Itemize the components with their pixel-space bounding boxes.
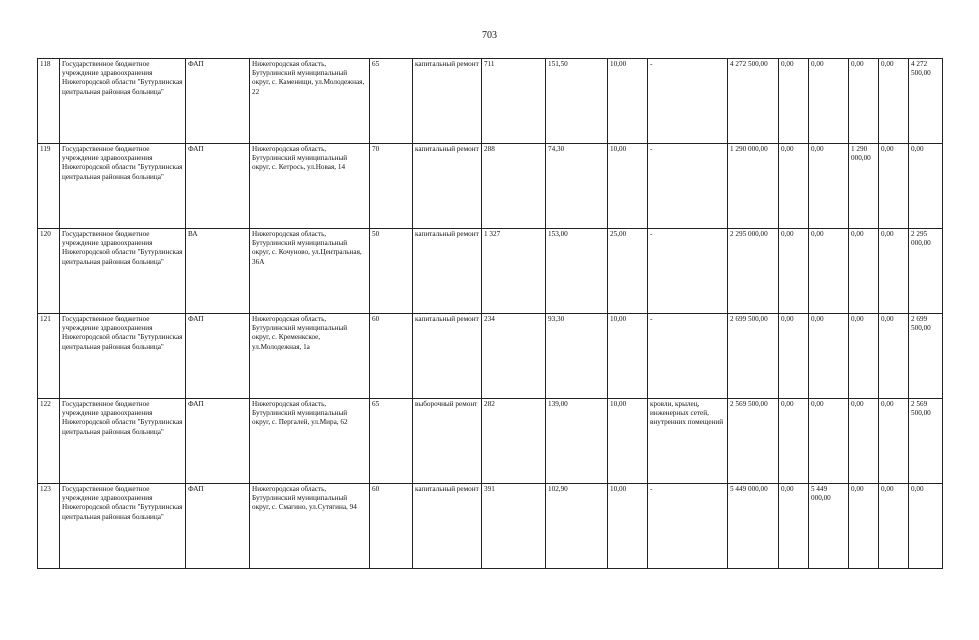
value-cell: 151,50 [546,59,608,144]
amount-cell: 0,00 [809,144,849,229]
value-cell: 10,00 [608,314,648,399]
table-row [38,399,943,484]
institution-cell: Государственное бюджетное учреждение здравоохранения Нижегородской области "Бутурлинская центральная районная больница" [60,399,186,484]
amount-cell: 0,00 [779,229,809,314]
registry-table [37,58,943,569]
total-cost-cell: 1 290 000,00 [728,144,779,229]
total-cost-cell: 2 295 000,00 [728,229,779,314]
value-cell: 74,30 [546,144,608,229]
facility-type-cell: ФАП [186,314,250,399]
amount-cell: 0,00 [809,399,849,484]
amount-cell: 0,00 [849,229,879,314]
row-number-cell: 122 [38,399,60,484]
amount-cell: 0,00 [779,314,809,399]
amount-cell: 0,00 [909,144,943,229]
work-details-cell: - [648,314,728,399]
amount-cell: 0,00 [849,399,879,484]
row-number-cell: 118 [38,59,60,144]
amount-cell: 5 449 000,00 [809,484,849,569]
amount-cell: 0,00 [779,484,809,569]
value-cell: 153,00 [546,229,608,314]
amount-cell: 2 569 500,00 [909,399,943,484]
amount-cell: 0,00 [879,59,909,144]
value-cell: 10,00 [608,59,648,144]
amount-cell: 0,00 [879,484,909,569]
address-cell: Нижегородская область, Бутурлинский муниципальный округ, с. Каменищи, ул.Молодежная, 22 [250,59,370,144]
table-row [38,229,943,314]
work-details-cell: - [648,484,728,569]
facility-type-cell: ФАП [186,144,250,229]
row-number-cell: 119 [38,144,60,229]
total-cost-cell: 4 272 500,00 [728,59,779,144]
work-type-cell: капитальный ремонт [413,314,482,399]
area-cell: 711 [482,59,546,144]
address-cell: Нижегородская область, Бутурлинский муниципальный округ, с. Пергалей, ул.Мира, 62 [250,399,370,484]
table-row [38,314,943,399]
value-cell: 139,00 [546,399,608,484]
amount-cell: 1 290 000,00 [849,144,879,229]
amount-cell: 0,00 [909,484,943,569]
amount-cell: 0,00 [809,314,849,399]
facility-type-cell: ФАП [186,484,250,569]
facility-type-cell: ВА [186,229,250,314]
amount-cell: 0,00 [779,59,809,144]
table-body [38,59,943,569]
work-details-cell: - [648,144,728,229]
area-cell: 288 [482,144,546,229]
institution-cell: Государственное бюджетное учреждение здравоохранения Нижегородской области "Бутурлинская центральная районная больница" [60,484,186,569]
value-cell: 102,90 [546,484,608,569]
amount-cell: 2 699 500,00 [909,314,943,399]
year-cell: 65 [370,59,413,144]
institution-cell: Государственное бюджетное учреждение здравоохранения Нижегородской области "Бутурлинская центральная районная больница" [60,59,186,144]
value-cell: 10,00 [608,399,648,484]
amount-cell: 0,00 [879,314,909,399]
amount-cell: 2 295 000,00 [909,229,943,314]
year-cell: 60 [370,484,413,569]
work-type-cell: капитальный ремонт [413,229,482,314]
table-row [38,59,943,144]
year-cell: 65 [370,399,413,484]
work-type-cell: капитальный ремонт [413,144,482,229]
amount-cell: 4 272 500,00 [909,59,943,144]
table-row [38,484,943,569]
amount-cell: 0,00 [849,314,879,399]
total-cost-cell: 5 449 000,00 [728,484,779,569]
institution-cell: Государственное бюджетное учреждение здравоохранения Нижегородской области "Бутурлинская центральная районная больница" [60,144,186,229]
year-cell: 60 [370,314,413,399]
institution-cell: Государственное бюджетное учреждение здравоохранения Нижегородской области "Бутурлинская центральная районная больница" [60,229,186,314]
row-number-cell: 120 [38,229,60,314]
table-row [38,144,943,229]
value-cell: 10,00 [608,144,648,229]
amount-cell: 0,00 [779,399,809,484]
year-cell: 50 [370,229,413,314]
work-details-cell: - [648,229,728,314]
work-details-cell: - [648,59,728,144]
amount-cell: 0,00 [779,144,809,229]
institution-cell: Государственное бюджетное учреждение здравоохранения Нижегородской области "Бутурлинская центральная районная больница" [60,314,186,399]
value-cell: 25,00 [608,229,648,314]
area-cell: 1 327 [482,229,546,314]
total-cost-cell: 2 699 500,00 [728,314,779,399]
total-cost-cell: 2 569 500,00 [728,399,779,484]
amount-cell: 0,00 [879,399,909,484]
work-details-cell: кровли, крылец, инженерных сетей, внутренних помещений [648,399,728,484]
area-cell: 391 [482,484,546,569]
amount-cell: 0,00 [849,484,879,569]
facility-type-cell: ФАП [186,59,250,144]
address-cell: Нижегородская область, Бутурлинский муниципальный округ, с. Смагино, ул.Сутягина, 94 [250,484,370,569]
amount-cell: 0,00 [879,229,909,314]
amount-cell: 0,00 [849,59,879,144]
work-type-cell: капитальный ремонт [413,484,482,569]
address-cell: Нижегородская область, Бутурлинский муниципальный округ, с. Кременкское, ул.Молодежная, 1а [250,314,370,399]
amount-cell: 0,00 [879,144,909,229]
address-cell: Нижегородская область, Бутурлинский муниципальный округ, с. Кочуново, ул.Центральная, 36А [250,229,370,314]
facility-type-cell: ФАП [186,399,250,484]
work-type-cell: капитальный ремонт [413,59,482,144]
row-number-cell: 121 [38,314,60,399]
year-cell: 70 [370,144,413,229]
page-number: 703 [482,30,497,41]
area-cell: 234 [482,314,546,399]
area-cell: 282 [482,399,546,484]
value-cell: 93,30 [546,314,608,399]
value-cell: 10,00 [608,484,648,569]
amount-cell: 0,00 [809,59,849,144]
work-type-cell: выборочный ремонт [413,399,482,484]
address-cell: Нижегородская область, Бутурлинский муниципальный округ, с. Кетрось, ул.Новая, 14 [250,144,370,229]
amount-cell: 0,00 [809,229,849,314]
row-number-cell: 123 [38,484,60,569]
